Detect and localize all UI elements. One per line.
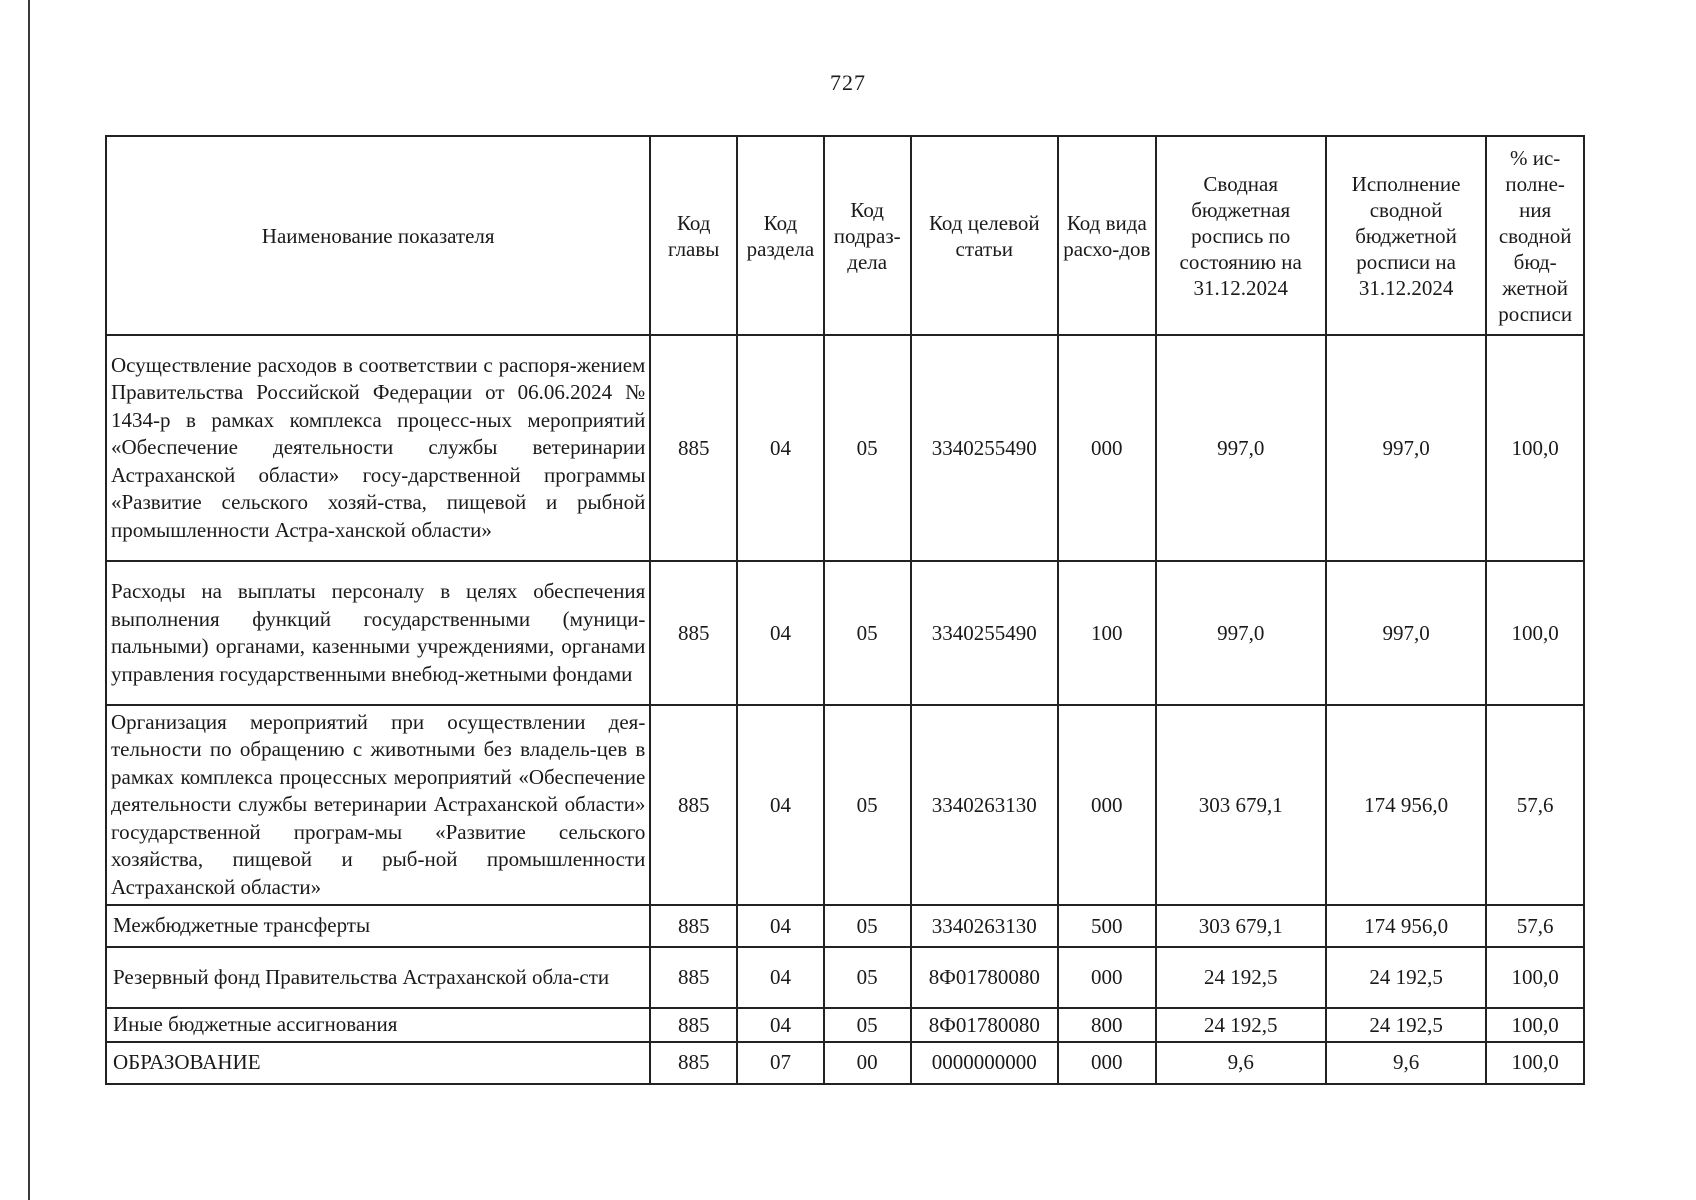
header-planned-budget: Сводная бюджетная роспись по состоянию на 31.12.2024 [1156,136,1326,335]
row-expense-type-code: 100 [1058,561,1156,705]
header-executed-budget: Исполнение сводной бюджетной росписи на 31.12.2024 [1326,136,1486,335]
row-expense-type-code: 800 [1058,1008,1156,1042]
row-section-code: 07 [737,1042,824,1084]
row-target-code: 3340263130 [911,905,1058,947]
row-executed-amount: 997,0 [1326,561,1486,705]
row-execution-percent: 57,6 [1486,905,1584,947]
row-target-code: 3340255490 [911,335,1058,561]
row-expense-type-code: 000 [1058,1042,1156,1084]
row-execution-percent: 100,0 [1486,947,1584,1008]
table-row [106,947,1584,1008]
row-planned-amount: 9,6 [1156,1042,1326,1084]
row-chapter-code: 885 [650,905,737,947]
row-subsection-code: 05 [824,947,911,1008]
row-name: Организация мероприятий при осуществлении дея-тельности по обращению с животными без владель-цев в рамках комплекса процессных мероприятий «Обеспечение деятельности службы ветеринарии Астраханской области» государственной програм-мы «Развитие сельского хозяйства, пищевой и рыб-ной промышленности Астраханской области» [106,705,650,905]
row-name: Иные бюджетные ассигнования [106,1008,650,1042]
row-expense-type-code: 000 [1058,335,1156,561]
row-section-code: 04 [737,905,824,947]
row-name: Межбюджетные трансферты [106,905,650,947]
table-row [106,905,1584,947]
row-executed-amount: 24 192,5 [1326,1008,1486,1042]
table-row [106,1008,1584,1042]
row-chapter-code: 885 [650,561,737,705]
row-execution-percent: 100,0 [1486,1008,1584,1042]
row-name: Осуществление расходов в соответствии с распоря-жением Правительства Российской Федерации от 06.06.2024 № 1434-р в рамках комплекса процесс-ных мероприятий «Обеспечение деятельности службы ветеринарии Астраханской области» госу-дарственной программы «Развитие сельского хозяй-ства, пищевой и рыбной промышленности Астра-ханской области» [106,335,650,561]
row-execution-percent: 100,0 [1486,1042,1584,1084]
table-header [106,136,1584,335]
row-chapter-code: 885 [650,1042,737,1084]
header-expense-type-code: Код вида расхо-дов [1058,136,1156,335]
row-name: Расходы на выплаты персоналу в целях обеспечения выполнения функций государственными (муници-пальными) органами, казенными учреждениями, органами управления государственными внебюд-жетными фондами [106,561,650,705]
row-execution-percent: 57,6 [1486,705,1584,905]
row-executed-amount: 174 956,0 [1326,705,1486,905]
row-subsection-code: 05 [824,1008,911,1042]
row-section-code: 04 [737,335,824,561]
row-expense-type-code: 500 [1058,905,1156,947]
row-planned-amount: 303 679,1 [1156,905,1326,947]
row-execution-percent: 100,0 [1486,335,1584,561]
budget-execution-table [105,135,1585,1085]
page-number: 727 [830,70,866,95]
row-target-code: 0000000000 [911,1042,1058,1084]
row-chapter-code: 885 [650,335,737,561]
row-execution-percent: 100,0 [1486,561,1584,705]
row-target-code: 8Ф01780080 [911,1008,1058,1042]
row-section-code: 04 [737,1008,824,1042]
header-execution-percent: % ис-полне-ния сводной бюд-жетной росписи [1486,136,1584,335]
row-executed-amount: 24 192,5 [1326,947,1486,1008]
row-planned-amount: 997,0 [1156,561,1326,705]
row-name: ОБРАЗОВАНИЕ [106,1042,650,1084]
row-planned-amount: 303 679,1 [1156,705,1326,905]
row-planned-amount: 997,0 [1156,335,1326,561]
row-section-code: 04 [737,705,824,905]
row-chapter-code: 885 [650,1008,737,1042]
row-section-code: 04 [737,561,824,705]
header-name: Наименование показателя [106,136,650,335]
row-target-code: 3340263130 [911,705,1058,905]
row-planned-amount: 24 192,5 [1156,947,1326,1008]
row-name: Резервный фонд Правительства Астраханской обла-сти [106,947,650,1008]
row-planned-amount: 24 192,5 [1156,1008,1326,1042]
row-subsection-code: 05 [824,705,911,905]
row-subsection-code: 00 [824,1042,911,1084]
row-subsection-code: 05 [824,335,911,561]
row-expense-type-code: 000 [1058,705,1156,905]
scan-margin-line [28,0,30,1200]
row-section-code: 04 [737,947,824,1008]
row-subsection-code: 05 [824,905,911,947]
row-chapter-code: 885 [650,705,737,905]
table-row [106,1042,1584,1084]
table-row [106,705,1584,905]
header-chapter-code: Код главы [650,136,737,335]
row-expense-type-code: 000 [1058,947,1156,1008]
header-subsection-code: Код подраз-дела [824,136,911,335]
row-subsection-code: 05 [824,561,911,705]
header-section-code: Код раздела [737,136,824,335]
row-target-code: 3340255490 [911,561,1058,705]
table-row [106,561,1584,705]
row-executed-amount: 174 956,0 [1326,905,1486,947]
table-body [106,335,1584,1084]
row-chapter-code: 885 [650,947,737,1008]
header-target-code: Код целевой статьи [911,136,1058,335]
row-target-code: 8Ф01780080 [911,947,1058,1008]
row-executed-amount: 997,0 [1326,335,1486,561]
header-row [106,136,1584,335]
table-row [106,335,1584,561]
row-executed-amount: 9,6 [1326,1042,1486,1084]
